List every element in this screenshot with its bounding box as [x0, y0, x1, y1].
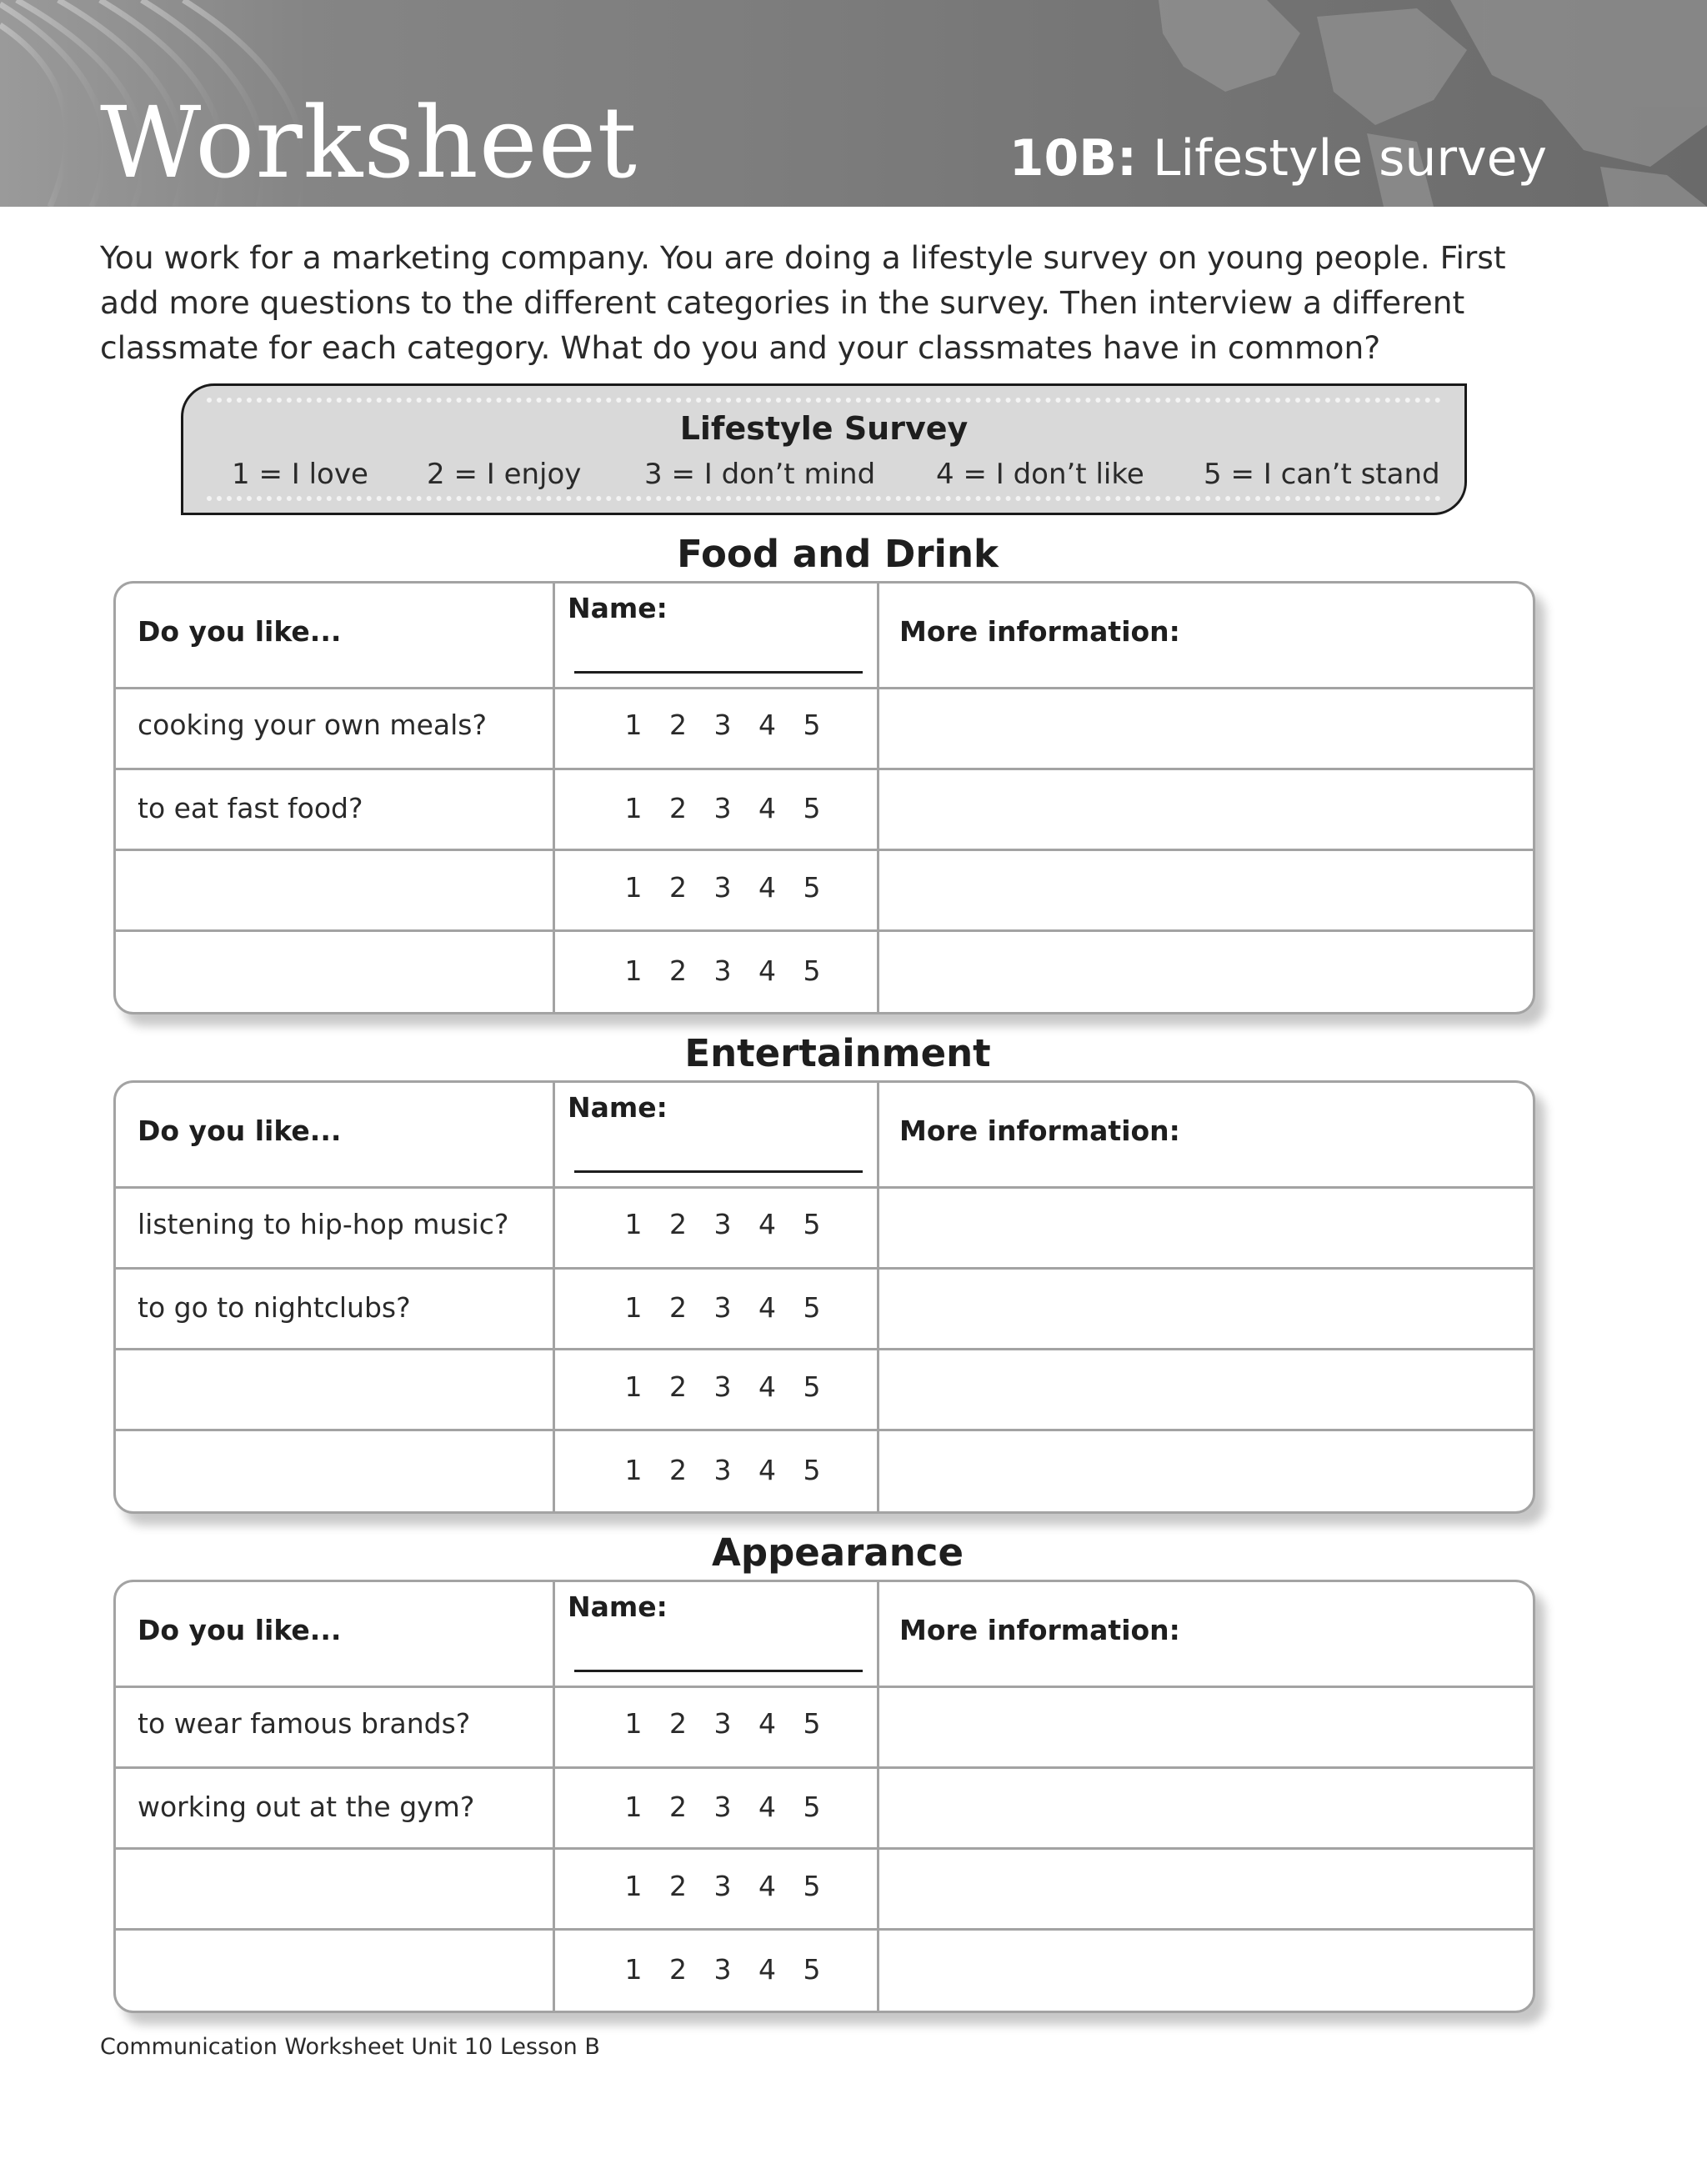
column-divider — [553, 584, 555, 1012]
rating-option[interactable]: 1 — [624, 1291, 643, 1324]
question-text: working out at the gym? — [138, 1791, 475, 1823]
rating-option[interactable]: 1 — [624, 1707, 643, 1740]
question-column-header: Do you like... — [138, 1614, 342, 1646]
name-write-line[interactable] — [574, 1170, 863, 1173]
rating-option[interactable]: 3 — [713, 792, 732, 824]
row-divider — [116, 929, 1533, 932]
rating-option[interactable]: 1 — [624, 709, 643, 741]
worksheet-header — [0, 0, 1707, 207]
rating-option[interactable]: 4 — [758, 792, 776, 824]
rating-scale[interactable] — [623, 871, 823, 904]
rating-option[interactable]: 1 — [624, 1953, 643, 1986]
lesson-code: 10B: — [1009, 129, 1137, 188]
row-divider — [116, 1928, 1533, 1931]
question-text: to wear famous brands? — [138, 1707, 471, 1740]
row-divider — [116, 1267, 1533, 1270]
rating-option[interactable]: 1 — [624, 1370, 643, 1403]
rating-option[interactable]: 4 — [758, 1208, 776, 1240]
question-text: to go to nightclubs? — [138, 1291, 411, 1324]
section-title-entertainment: Entertainment — [684, 1031, 991, 1075]
rating-scale[interactable] — [623, 1870, 823, 1903]
rating-option[interactable]: 2 — [669, 1707, 687, 1740]
rating-option[interactable]: 4 — [758, 871, 776, 904]
rating-scale[interactable] — [623, 1791, 823, 1824]
section-title-food-and-drink: Food and Drink — [677, 532, 999, 576]
question-text: to eat fast food? — [138, 792, 363, 824]
rating-key-item: 1 = I love — [232, 458, 368, 491]
rating-option[interactable]: 2 — [669, 954, 687, 987]
survey-table-appearance — [113, 1580, 1535, 2013]
rating-key-item: 3 = I don’t mind — [644, 458, 876, 491]
column-divider — [877, 1083, 879, 1511]
rating-option[interactable]: 1 — [624, 792, 643, 824]
rating-option[interactable]: 4 — [758, 1370, 776, 1403]
rating-option[interactable]: 5 — [803, 1870, 821, 1902]
lesson-title: Lifestyle survey — [1153, 129, 1547, 188]
rating-option[interactable]: 2 — [669, 1208, 687, 1240]
row-divider — [116, 1847, 1533, 1850]
row-divider — [116, 1186, 1533, 1189]
rating-option[interactable]: 5 — [803, 954, 821, 987]
row-divider — [116, 1766, 1533, 1769]
more-info-column-header: More information: — [899, 615, 1180, 648]
rating-option[interactable]: 5 — [803, 1953, 821, 1986]
rating-option[interactable]: 2 — [669, 1454, 687, 1486]
dotted-border-top — [207, 398, 1441, 403]
more-info-column-header: More information: — [899, 1115, 1180, 1147]
name-write-line[interactable] — [574, 1670, 863, 1672]
rating-option[interactable]: 5 — [803, 1208, 821, 1240]
rating-option[interactable]: 2 — [669, 871, 687, 904]
question-text: cooking your own meals? — [138, 709, 487, 741]
rating-scale[interactable] — [623, 1291, 823, 1325]
rating-option[interactable]: 2 — [669, 1870, 687, 1902]
rating-option[interactable]: 1 — [624, 1870, 643, 1902]
page-footer: Communication Worksheet Unit 10 Lesson B — [100, 2034, 600, 2060]
row-divider — [116, 687, 1533, 689]
rating-option[interactable]: 5 — [803, 871, 821, 904]
rating-option[interactable]: 4 — [758, 1791, 776, 1823]
rating-option[interactable]: 2 — [669, 1291, 687, 1324]
rating-scale[interactable] — [623, 1953, 823, 1986]
rating-option[interactable]: 5 — [803, 1291, 821, 1324]
column-divider — [553, 1083, 555, 1511]
rating-option[interactable]: 2 — [669, 1953, 687, 1986]
rating-scale[interactable] — [623, 709, 823, 742]
instructions-paragraph: You work for a marketing company. You are doing a lifestyle survey on young people. First add more questions to the different categories in the survey. Then interview a different classmate for each category. What do you and your classmates have in common? — [100, 239, 1506, 366]
column-divider — [553, 1582, 555, 2011]
rating-option[interactable]: 2 — [669, 709, 687, 741]
rating-key-box — [181, 383, 1467, 515]
rating-option[interactable]: 3 — [713, 1870, 732, 1902]
question-column-header: Do you like... — [138, 1115, 342, 1147]
rating-option[interactable]: 4 — [758, 1454, 776, 1486]
row-divider — [116, 1686, 1533, 1688]
worksheet-title: Worksheet — [100, 85, 638, 200]
more-info-column-header: More information: — [899, 1614, 1180, 1646]
rating-key-item: 5 = I can’t stand — [1204, 458, 1440, 491]
survey-table-food-and-drink — [113, 581, 1535, 1014]
rating-option[interactable]: 4 — [758, 1953, 776, 1986]
rating-option[interactable]: 4 — [758, 709, 776, 741]
rating-option[interactable]: 4 — [758, 1707, 776, 1740]
rating-option[interactable]: 3 — [713, 1953, 732, 1986]
question-column-header: Do you like... — [138, 615, 342, 648]
rating-option[interactable]: 3 — [713, 709, 732, 741]
rating-scale[interactable] — [623, 1370, 823, 1404]
rating-option[interactable]: 2 — [669, 1791, 687, 1823]
rating-option[interactable]: 1 — [624, 871, 643, 904]
rating-option[interactable]: 5 — [803, 792, 821, 824]
rating-key-item: 2 = I enjoy — [427, 458, 582, 491]
name-column-header: Name: — [568, 1590, 668, 1623]
rating-option[interactable]: 3 — [713, 871, 732, 904]
dotted-border-bottom — [207, 496, 1441, 501]
survey-table-entertainment — [113, 1080, 1535, 1514]
rating-option[interactable]: 5 — [803, 709, 821, 741]
rating-option[interactable]: 1 — [624, 1791, 643, 1823]
rating-key-item: 4 = I don’t like — [936, 458, 1144, 491]
rating-scale[interactable] — [623, 1454, 823, 1487]
row-divider — [116, 1348, 1533, 1350]
column-divider — [877, 584, 879, 1012]
row-divider — [116, 849, 1533, 851]
rating-option[interactable]: 1 — [624, 954, 643, 987]
rating-option[interactable]: 1 — [624, 1454, 643, 1486]
rating-key-title: Lifestyle Survey — [679, 410, 969, 447]
rating-option[interactable]: 3 — [713, 1791, 732, 1823]
name-column-header: Name: — [568, 1091, 668, 1124]
rating-option[interactable]: 4 — [758, 954, 776, 987]
rating-option[interactable]: 3 — [713, 1291, 732, 1324]
name-column-header: Name: — [568, 592, 668, 624]
column-divider — [877, 1582, 879, 2011]
rating-option[interactable]: 3 — [713, 1370, 732, 1403]
rating-scale[interactable] — [623, 792, 823, 825]
rating-option[interactable]: 5 — [803, 1370, 821, 1403]
row-divider — [116, 768, 1533, 770]
name-write-line[interactable] — [574, 671, 863, 674]
rating-option[interactable]: 4 — [758, 1291, 776, 1324]
rating-option[interactable]: 3 — [713, 954, 732, 987]
rating-scale[interactable] — [623, 1707, 823, 1741]
rating-scale[interactable] — [623, 1208, 823, 1241]
rating-option[interactable]: 3 — [713, 1208, 732, 1240]
rating-option[interactable]: 4 — [758, 1870, 776, 1902]
rating-option[interactable]: 3 — [713, 1454, 732, 1486]
question-text: listening to hip-hop music? — [138, 1208, 509, 1240]
rating-option[interactable]: 2 — [669, 792, 687, 824]
rating-option[interactable]: 5 — [803, 1791, 821, 1823]
worksheet-subtitle — [1009, 129, 1547, 188]
section-title-appearance: Appearance — [712, 1530, 964, 1575]
rating-option[interactable]: 2 — [669, 1370, 687, 1403]
rating-option[interactable]: 1 — [624, 1208, 643, 1240]
rating-option[interactable]: 5 — [803, 1454, 821, 1486]
rating-option[interactable]: 3 — [713, 1707, 732, 1740]
rating-option[interactable]: 5 — [803, 1707, 821, 1740]
row-divider — [116, 1429, 1533, 1431]
rating-scale[interactable] — [623, 954, 823, 988]
